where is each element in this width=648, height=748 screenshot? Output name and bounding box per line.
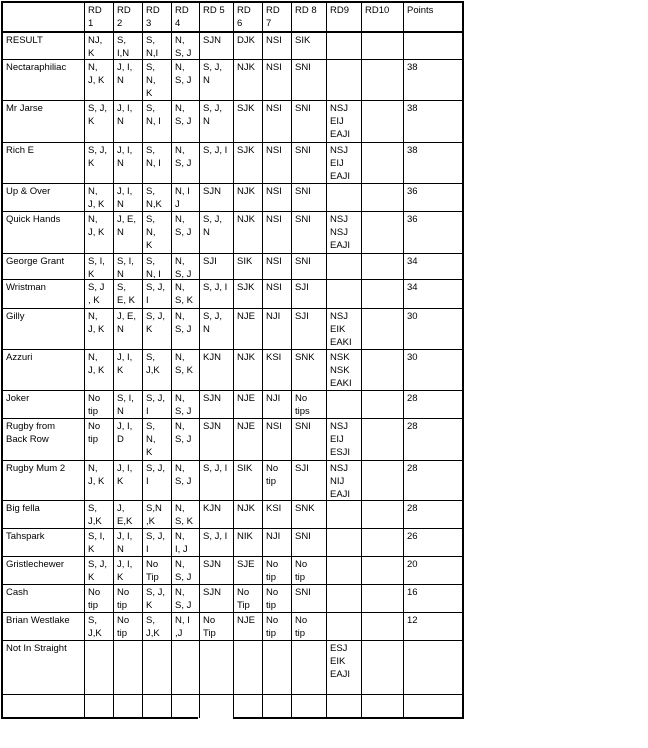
tip-cell: N, S, J xyxy=(175,393,192,417)
tip-cell: NSJ NIJ EAJI xyxy=(330,463,351,500)
tip-cell: S, N, K xyxy=(146,421,156,458)
tipster-name: Rich E xyxy=(6,145,34,156)
tip-cell xyxy=(330,500,360,528)
points-cell xyxy=(407,640,462,694)
tip-cell xyxy=(117,640,141,694)
tip-cell: S, J, I xyxy=(203,145,228,156)
tipster-name: George Grant xyxy=(6,256,65,267)
tip-cell: S, J, I xyxy=(146,393,166,417)
points-cell: 38 xyxy=(407,62,418,73)
tip-cell: S, N, K xyxy=(146,62,156,99)
tipster-name: Gilly xyxy=(6,311,25,322)
tip-cell: NJK xyxy=(237,186,255,197)
tip-cell: J, E, N xyxy=(117,214,137,238)
tipster-name: Wristman xyxy=(6,282,46,293)
tip-cell: S, N, I xyxy=(146,145,161,169)
tip-cell: S, J, I xyxy=(146,531,166,555)
column-header: RD10 xyxy=(365,5,390,16)
tip-cell: NSK NSK EAKI xyxy=(330,352,352,389)
tip-cell xyxy=(330,183,360,211)
tip-cell xyxy=(146,640,170,694)
tip-cell: N, S, J xyxy=(175,145,192,169)
tip-cell: SJN xyxy=(203,393,221,404)
tip-cell xyxy=(330,556,360,584)
points-cell xyxy=(407,32,462,59)
tip-cell: NJE xyxy=(237,393,255,404)
tipster-name: Up & Over xyxy=(6,186,51,197)
column-divider xyxy=(84,2,85,718)
tip-cell: No tips xyxy=(295,393,310,417)
tip-cell: No tip xyxy=(88,587,101,611)
tipster-name: Not In Straight xyxy=(6,643,67,654)
tip-cell: SJN xyxy=(203,421,221,432)
tip-cell: SJK xyxy=(237,103,255,114)
column-header: RD9 xyxy=(330,5,350,16)
tip-cell xyxy=(330,279,360,308)
tip-cell xyxy=(330,528,360,556)
points-cell: 28 xyxy=(407,421,418,432)
tip-cell: NSJ EIK EAKI xyxy=(330,311,352,348)
tip-cell xyxy=(330,59,360,100)
tip-cell xyxy=(203,694,232,718)
tip-cell: SNI xyxy=(295,587,311,598)
tip-cell: S, J, I xyxy=(203,531,228,542)
tip-cell: SJI xyxy=(295,282,309,293)
tip-cell: SJK xyxy=(237,145,255,156)
tip-cell: J, I, N xyxy=(117,62,133,86)
tip-cell: ESJ EIK EAJI xyxy=(330,643,351,680)
tip-cell: S, I, K xyxy=(88,531,105,555)
tip-cell: S, J, K xyxy=(146,587,166,611)
tip-cell: S, J,K xyxy=(88,615,102,639)
tip-cell: KJN xyxy=(203,352,221,363)
tip-cell: SNI xyxy=(295,531,311,542)
tip-cell: N, S, J xyxy=(175,214,192,238)
tip-cell xyxy=(146,694,170,718)
tip-cell: S, J, K xyxy=(88,559,108,583)
tip-cell: S, J, I xyxy=(203,463,228,474)
tip-cell: S, N,I xyxy=(146,35,159,59)
tip-cell: NSJ NSJ EAJI xyxy=(330,214,351,251)
points-cell: 36 xyxy=(407,186,418,197)
tip-cell xyxy=(295,694,325,718)
tip-cell: NJK xyxy=(237,214,255,225)
tip-cell: No tip xyxy=(88,421,101,445)
tip-cell: J, I, K xyxy=(117,559,133,583)
tipster-name: Azzuri xyxy=(6,352,33,363)
tip-cell xyxy=(330,32,360,59)
tip-cell: SNK xyxy=(295,352,315,363)
tip-cell xyxy=(365,418,402,460)
points-cell: 38 xyxy=(407,145,418,156)
points-cell: 38 xyxy=(407,103,418,114)
tip-cell: No tip xyxy=(266,587,279,611)
tip-cell: J, I, D xyxy=(117,421,133,445)
tip-cell: No tip xyxy=(266,559,279,583)
tipster-name: Rugby Mum 2 xyxy=(6,463,66,474)
tip-cell: SJN xyxy=(203,559,221,570)
tip-cell xyxy=(365,279,402,308)
tip-cell: N, S, J xyxy=(175,421,192,445)
tip-cell: KJN xyxy=(203,503,221,514)
tip-cell: N, J, K xyxy=(88,352,105,376)
column-header: RD 1 xyxy=(88,5,102,29)
column-header: RD 5 xyxy=(203,5,225,16)
tip-cell: S, I, N xyxy=(117,393,134,417)
tip-cell xyxy=(330,612,360,640)
table-right-border xyxy=(462,1,464,719)
points-cell: 28 xyxy=(407,393,418,404)
tip-cell: NJE xyxy=(237,311,255,322)
tip-cell: SIK xyxy=(295,35,311,46)
column-header: RD 8 xyxy=(295,5,317,16)
tip-cell: N, J, K xyxy=(88,62,105,86)
tip-cell: NSI xyxy=(266,214,282,225)
tip-cell: S, I, N xyxy=(117,256,134,279)
tip-cell: S, J, K xyxy=(88,103,108,127)
column-header: RD 4 xyxy=(175,5,189,29)
tip-cell: N, S, K xyxy=(175,282,193,306)
column-divider xyxy=(113,2,114,718)
tip-cell: N, I, J xyxy=(175,531,188,555)
points-cell: 36 xyxy=(407,214,418,225)
tip-cell: NJI xyxy=(266,531,281,542)
tip-cell: SNI xyxy=(295,214,311,225)
tip-cell: J, I, K xyxy=(117,352,133,376)
tip-cell xyxy=(365,500,402,528)
tip-cell xyxy=(295,640,325,694)
tipster-name: Big fella xyxy=(6,503,40,514)
tip-cell: NSI xyxy=(266,62,282,73)
tip-cell xyxy=(330,253,360,279)
tip-cell: No tip xyxy=(295,559,308,583)
tip-cell: No tip xyxy=(266,463,279,487)
tip-cell: SJK xyxy=(237,282,255,293)
tip-cell: No Tip xyxy=(146,559,159,583)
column-divider xyxy=(291,2,292,718)
tip-cell: N, S, K xyxy=(175,352,193,376)
tip-cell: NSI xyxy=(266,421,282,432)
tip-cell: N, S, J xyxy=(175,62,192,86)
tip-cell: N, S, J xyxy=(175,256,192,279)
column-header: RD 7 xyxy=(266,5,280,29)
points-cell: 30 xyxy=(407,352,418,363)
tip-cell xyxy=(203,640,232,694)
tip-cell: NSJ EIJ EAJI xyxy=(330,145,351,182)
points-cell: 34 xyxy=(407,282,418,293)
tip-cell: DJK xyxy=(237,35,255,46)
tip-cell: S, J, N xyxy=(203,103,223,127)
tip-cell: S, J, N xyxy=(203,311,223,335)
tip-cell: NJ, K xyxy=(88,35,103,59)
points-cell: 26 xyxy=(407,531,418,542)
column-divider xyxy=(199,2,200,718)
tip-cell: S, E, K xyxy=(117,282,135,306)
tip-cell xyxy=(365,253,402,279)
tip-cell: S, J, I xyxy=(203,282,228,293)
tip-cell: NSJ EIJ ESJI xyxy=(330,421,351,458)
tip-cell: NJE xyxy=(237,421,255,432)
tip-cell: N, J, K xyxy=(88,186,105,210)
tip-cell: S, N,K xyxy=(146,186,162,210)
tip-cell: S,N ,K xyxy=(146,503,162,527)
tip-cell: NIK xyxy=(237,531,253,542)
tip-cell: S, J,K xyxy=(88,503,102,527)
tip-cell: No tip xyxy=(117,587,130,611)
table-bottom-border xyxy=(233,717,464,719)
tipster-name: Rugby from Back Row xyxy=(6,421,56,445)
tip-cell xyxy=(175,640,198,694)
tip-cell xyxy=(365,460,402,500)
tip-cell: S, J, N xyxy=(203,62,223,86)
points-cell: 28 xyxy=(407,463,418,474)
tip-cell: S, N, I xyxy=(146,103,161,127)
column-divider xyxy=(171,2,172,718)
tip-cell: SNI xyxy=(295,62,311,73)
column-divider xyxy=(262,2,263,718)
tip-cell: N, J, K xyxy=(88,463,105,487)
tip-cell: No Tip xyxy=(237,587,250,611)
tip-cell: N, J, K xyxy=(88,311,105,335)
tip-cell xyxy=(365,32,402,59)
tipster-name: Cash xyxy=(6,587,29,598)
points-cell: 16 xyxy=(407,587,418,598)
tip-cell xyxy=(88,694,112,718)
tip-cell: J, I, N xyxy=(117,531,133,555)
tip-cell: SJE xyxy=(237,559,255,570)
tip-cell: SJN xyxy=(203,35,221,46)
tip-cell: S, J, I xyxy=(146,463,166,487)
tip-cell xyxy=(88,640,112,694)
tipster-name: Mr Jarse xyxy=(6,103,43,114)
column-header: RD 2 xyxy=(117,5,131,29)
tip-cell: SNI xyxy=(295,186,311,197)
tip-cell: SJN xyxy=(203,186,221,197)
tip-cell: NSI xyxy=(266,35,282,46)
tip-cell xyxy=(330,694,360,718)
tip-cell: NSJ EIJ EAJI xyxy=(330,103,351,140)
tip-cell: SJI xyxy=(203,256,217,267)
tip-cell: N, J, K xyxy=(88,214,105,238)
tip-cell xyxy=(365,584,402,612)
tip-cell: S, J , K xyxy=(88,282,105,306)
tip-cell: N, S, J xyxy=(175,103,192,127)
tip-cell: N, S, J xyxy=(175,559,192,583)
tip-cell: No Tip xyxy=(203,615,216,639)
tip-cell xyxy=(237,694,261,718)
tipster-name: Gristlechewer xyxy=(6,559,65,570)
tip-cell: S, J, I xyxy=(146,282,166,306)
points-cell: 12 xyxy=(407,615,418,626)
tip-cell: S, N, I xyxy=(146,256,161,279)
tip-cell: J, I, N xyxy=(117,186,133,210)
tip-cell: J, I, N xyxy=(117,145,133,169)
points-cell: 20 xyxy=(407,559,418,570)
column-header: Points xyxy=(407,5,434,16)
tip-cell: NSI xyxy=(266,282,282,293)
tip-cell: N, I J xyxy=(175,186,190,210)
tip-cell xyxy=(365,100,402,142)
tip-cell: SNI xyxy=(295,421,311,432)
tip-cell: NJK xyxy=(237,503,255,514)
tip-cell: SIK xyxy=(237,463,253,474)
tip-cell: KSI xyxy=(266,503,282,514)
tip-cell: N, S, J xyxy=(175,587,192,611)
tip-cell xyxy=(365,183,402,211)
tip-cell: S, J, K xyxy=(88,145,108,169)
tip-cell: SNI xyxy=(295,256,311,267)
table-bottom-border xyxy=(2,717,198,719)
tip-cell: SNI xyxy=(295,103,311,114)
table-left-border xyxy=(1,1,3,719)
tip-cell: SJI xyxy=(295,463,309,474)
column-divider xyxy=(361,2,362,718)
tip-cell xyxy=(330,584,360,612)
tip-cell: J, I, N xyxy=(117,103,133,127)
tip-cell: S, J,K xyxy=(146,352,160,376)
tip-cell: N, S, K xyxy=(175,503,193,527)
tip-cell: SJN xyxy=(203,587,221,598)
tip-cell: No tip xyxy=(295,615,308,639)
tip-cell: S, J,K xyxy=(146,615,160,639)
tip-cell xyxy=(365,59,402,100)
tipster-name xyxy=(6,694,83,718)
tip-cell: J, I, K xyxy=(117,463,133,487)
tip-cell: SIK xyxy=(237,256,253,267)
tip-cell: SNI xyxy=(295,145,311,156)
tip-cell: N, S, J xyxy=(175,311,192,335)
tip-cell xyxy=(365,640,402,694)
tip-cell: No tip xyxy=(266,615,279,639)
tip-cell xyxy=(365,528,402,556)
points-cell: 34 xyxy=(407,256,418,267)
tip-cell xyxy=(365,349,402,390)
tip-cell: N, S, J xyxy=(175,35,192,59)
tipster-name: RESULT xyxy=(6,35,43,46)
column-divider xyxy=(233,2,234,718)
points-cell: 30 xyxy=(407,311,418,322)
tip-cell: SNK xyxy=(295,503,315,514)
tip-cell: NSI xyxy=(266,186,282,197)
tip-cell xyxy=(237,640,261,694)
tip-cell: No tip xyxy=(117,615,130,639)
column-divider xyxy=(142,2,143,718)
tip-cell: SJI xyxy=(295,311,309,322)
tipster-name: Quick Hands xyxy=(6,214,61,225)
points-cell: 28 xyxy=(407,503,418,514)
tip-cell xyxy=(365,694,402,718)
tip-cell: N, I ,J xyxy=(175,615,190,639)
points-cell xyxy=(407,694,462,718)
tip-cell: NJK xyxy=(237,62,255,73)
tip-cell: N, S, J xyxy=(175,463,192,487)
tip-cell: NJI xyxy=(266,393,281,404)
tipster-name: Brian Westlake xyxy=(6,615,70,626)
tip-cell: NSI xyxy=(266,103,282,114)
tip-cell: NJE xyxy=(237,615,255,626)
tip-cell xyxy=(365,556,402,584)
tipster-name: Tahspark xyxy=(6,531,45,542)
tip-cell xyxy=(365,142,402,183)
tip-cell xyxy=(175,694,198,718)
tip-cell: S, I,N xyxy=(117,35,130,59)
column-header: RD 6 xyxy=(237,5,251,29)
tip-cell: KSI xyxy=(266,352,282,363)
tip-cell: S, J, N xyxy=(203,214,223,238)
tip-cell xyxy=(365,211,402,253)
tip-cell: NSI xyxy=(266,145,282,156)
tip-cell: NJI xyxy=(266,311,281,322)
tip-cell: S, J, K xyxy=(146,311,166,335)
tip-cell xyxy=(365,612,402,640)
column-divider xyxy=(403,2,404,718)
tip-cell: J, E,K xyxy=(117,503,133,527)
tip-cell xyxy=(117,694,141,718)
column-header: RD 3 xyxy=(146,5,160,29)
tip-cell xyxy=(266,694,290,718)
tip-cell xyxy=(365,308,402,349)
tip-cell: NSI xyxy=(266,256,282,267)
column-divider xyxy=(326,2,327,718)
tip-cell: S, N, K xyxy=(146,214,156,251)
tip-cell: NJK xyxy=(237,352,255,363)
tip-cell: No tip xyxy=(88,393,101,417)
tip-cell: S, I, K xyxy=(88,256,105,279)
tipster-name: Nectaraphiliac xyxy=(6,62,67,73)
tip-cell: J, E, N xyxy=(117,311,137,335)
tipster-name: Joker xyxy=(6,393,30,404)
tip-cell xyxy=(365,390,402,418)
tip-cell xyxy=(330,390,360,418)
tip-cell xyxy=(266,640,290,694)
